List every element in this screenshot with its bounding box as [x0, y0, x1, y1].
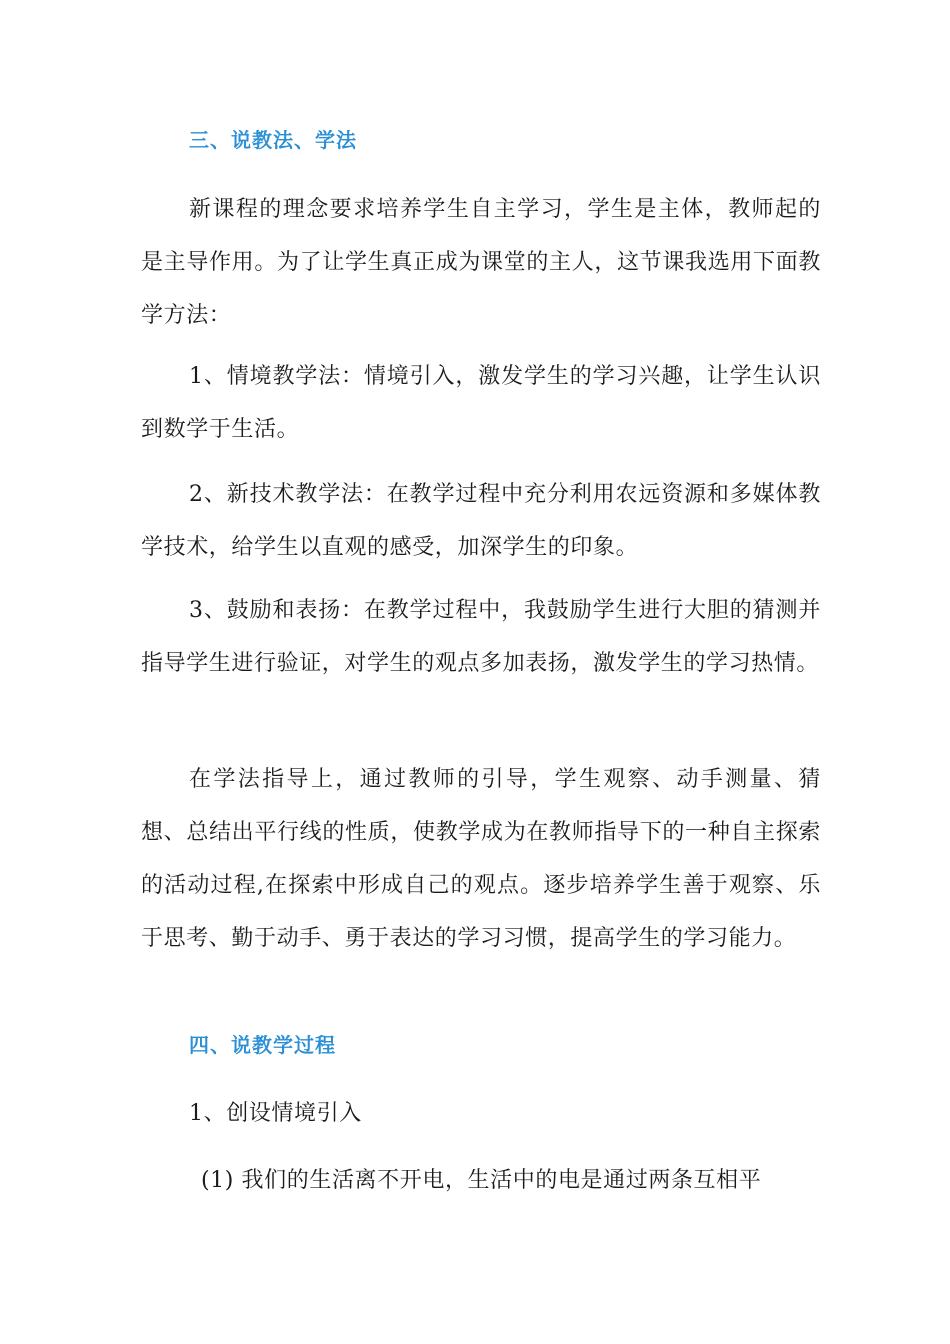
paragraph-process-substep-1: (1) 我们的生活离不开电，生活中的电是通过两条互相平	[201, 1168, 762, 1193]
section-heading-teaching-process: 四、说教学过程	[189, 1033, 336, 1057]
paragraph-process-step-1: 1、创设情境引入	[189, 1101, 362, 1126]
paragraph-learning-guidance: 在学法指导上，通过教师的引导，学生观察、动手测量、猜想、总结出平行线的性质，使教学成为在教师指导下的一种自主探索的活动过程,在探索中形成自己的观点。逐步培养学生善于观察、乐于思考、勤于动手、勇于表达的学习习惯，提高学生的学习能力。	[141, 767, 821, 951]
section-heading-teaching-methods: 三、说教法、学法	[189, 128, 357, 152]
paragraph-method-technology: 2、新技术教学法：在教学过程中充分利用农远资源和多媒体教学技术，给学生以直观的感受，加深学生的印象。	[141, 482, 821, 560]
paragraph-intro: 新课程的理念要求培养学生自主学习，学生是主体，教师起的是主导作用。为了让学生真正成为课堂的主人，这节课我选用下面教学方法：	[141, 197, 821, 328]
paragraph-method-encouragement: 3、鼓励和表扬：在教学过程中，我鼓励学生进行大胆的猜测并指导学生进行验证，对学生的观点多加表扬，激发学生的学习热情。	[141, 598, 821, 676]
paragraph-method-situational: 1、情境教学法：情境引入，激发学生的学习兴趣，让学生认识到数学于生活。	[141, 364, 821, 442]
